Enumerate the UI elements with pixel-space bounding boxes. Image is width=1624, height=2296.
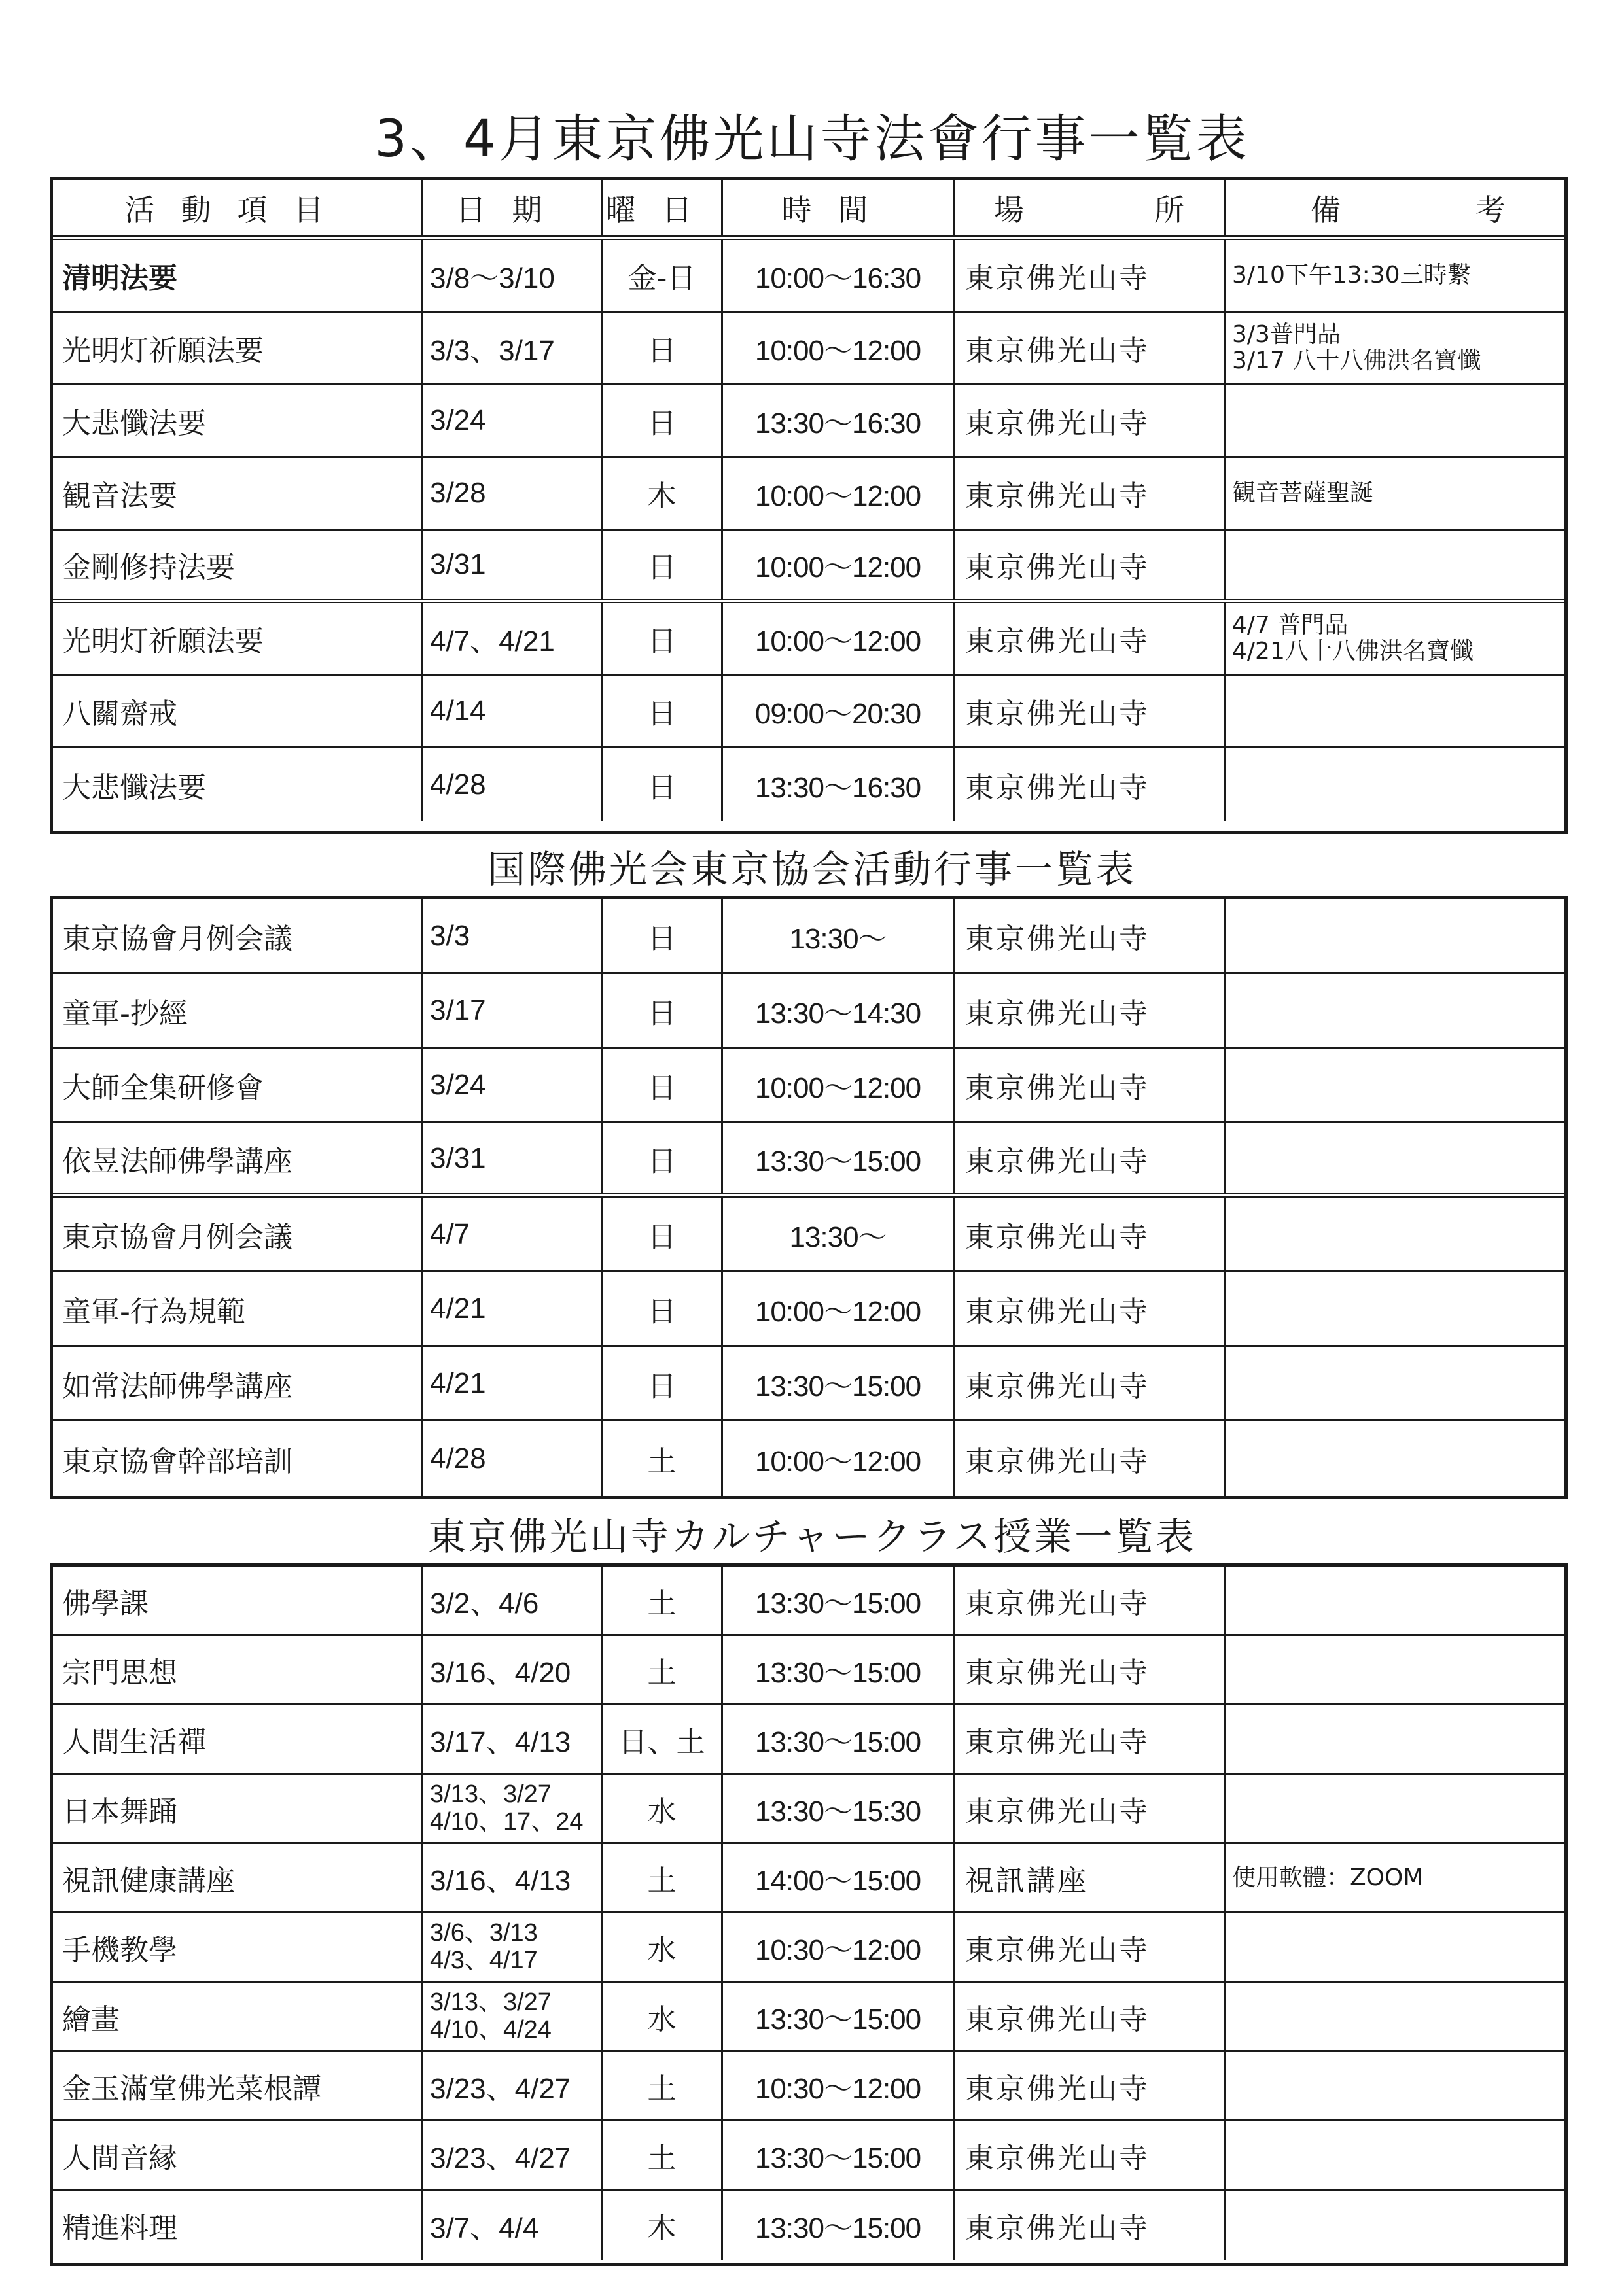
date-cell: 4/14 <box>423 676 603 746</box>
cell-line: 3/10下午13:30三時繋 <box>1232 262 1471 289</box>
weekday-cell: 水 <box>603 1775 723 1842</box>
time-cell: 13:30～15:00 <box>723 1636 955 1703</box>
time-cell: 13:30～ <box>723 899 955 972</box>
time-cell: 14:00～15:00 <box>723 1844 955 1911</box>
note-cell <box>1226 603 1564 674</box>
table-row <box>53 2191 1564 2260</box>
time-cell: 13:30～15:00 <box>723 2121 955 2189</box>
table-row <box>53 385 1564 458</box>
cell-line: 3/23、4/27 <box>430 2142 571 2174</box>
weekday-cell: 日 <box>603 531 723 599</box>
cell-line: 3/13、3/27 <box>430 1988 552 2016</box>
header-part: 所 <box>1154 192 1184 228</box>
header-date-cell: 日期 <box>423 180 603 235</box>
table-row <box>53 1421 1564 1496</box>
activity-cell: 観音法要 <box>53 458 423 529</box>
note-cell <box>1226 1775 1564 1842</box>
activity-cell: 宗門思想 <box>53 1636 423 1703</box>
note-cell <box>1226 676 1564 746</box>
cell-line: 使用軟體：ZOOM <box>1232 1864 1424 1891</box>
table-row <box>53 1913 1564 1983</box>
culture-class-section-title: 東京佛光山寺カルチャークラス授業一覧表 <box>427 1514 1197 1559</box>
table-row <box>53 2052 1564 2121</box>
cell-line: 観音菩薩聖誕 <box>1232 479 1374 507</box>
cell-line: 3/16、4/13 <box>430 1864 571 1897</box>
date-cell: 3/3、3/17 <box>423 313 603 383</box>
weekday-cell: 日 <box>603 603 723 674</box>
time-cell: 10:00～12:00 <box>723 531 955 599</box>
cell-line: 4/3、4/17 <box>430 1946 538 1974</box>
cell-line: 3/23、4/27 <box>430 2072 571 2105</box>
date-cell: 4/28 <box>423 748 603 821</box>
date-cell: 3/17 <box>423 974 603 1047</box>
time-cell: 13:30～ <box>723 1198 955 1270</box>
activity-cell: 繪畫 <box>53 1983 423 2050</box>
place-cell: 東京佛光山寺 <box>955 1775 1226 1842</box>
activity-cell: 視訊健康講座 <box>53 1844 423 1911</box>
association-section-title: 国際佛光会東京協会活動行事一覧表 <box>487 847 1137 892</box>
table-row <box>53 1567 1564 1636</box>
time-cell: 13:30～15:00 <box>723 1123 955 1193</box>
table-row <box>53 603 1564 676</box>
note-cell <box>1226 313 1564 383</box>
time-cell: 10:00～12:00 <box>723 313 955 383</box>
note-cell <box>1226 458 1564 529</box>
note-cell <box>1226 1844 1564 1911</box>
activity-cell: 金剛修持法要 <box>53 531 423 599</box>
weekday-cell: 日 <box>603 313 723 383</box>
table-row <box>53 313 1564 385</box>
header-activity-cell: 活動項目 <box>53 180 423 235</box>
place-cell: 東京佛光山寺 <box>955 1123 1226 1193</box>
activity-cell: 童軍-抄經 <box>53 974 423 1047</box>
cell-line: 4/7 普門品 <box>1232 612 1349 639</box>
place-cell: 東京佛光山寺 <box>955 2191 1226 2260</box>
activity-cell: 依昱法師佛學講座 <box>53 1123 423 1193</box>
weekday-cell: 金-日 <box>603 240 723 311</box>
date-cell: 3/24 <box>423 385 603 456</box>
place-cell: 東京佛光山寺 <box>955 1272 1226 1345</box>
note-cell <box>1226 1636 1564 1703</box>
date-cell <box>423 2121 603 2189</box>
date-cell <box>423 1636 603 1703</box>
time-cell: 10:00～12:00 <box>723 1049 955 1121</box>
place-cell: 東京佛光山寺 <box>955 1347 1226 1419</box>
activity-cell: 佛學課 <box>53 1567 423 1634</box>
note-cell <box>1226 2121 1564 2189</box>
weekday-cell: 日 <box>603 748 723 821</box>
weekday-cell: 土 <box>603 1636 723 1703</box>
page-title: 3、4月東京佛光山寺法會行事一覧表 <box>374 110 1250 169</box>
place-cell: 東京佛光山寺 <box>955 603 1226 674</box>
table-row <box>53 748 1564 821</box>
weekday-cell: 日 <box>603 385 723 456</box>
place-cell: 東京佛光山寺 <box>955 1049 1226 1121</box>
table-row <box>53 1844 1564 1913</box>
activity-cell: 八關齋戒 <box>53 676 423 746</box>
weekday-cell: 日 <box>603 1123 723 1193</box>
activity-cell: 東京協會月例会議 <box>53 1198 423 1270</box>
place-cell: 視訊講座 <box>955 1844 1226 1911</box>
place-cell: 東京佛光山寺 <box>955 676 1226 746</box>
place-cell: 東京佛光山寺 <box>955 899 1226 972</box>
time-cell: 10:00～12:00 <box>723 1272 955 1345</box>
header-note-cell <box>1226 180 1564 235</box>
time-cell: 13:30～15:00 <box>723 1983 955 2050</box>
note-cell <box>1226 1049 1564 1121</box>
weekday-cell: 日 <box>603 1347 723 1419</box>
time-cell: 13:30～16:30 <box>723 385 955 456</box>
date-cell <box>423 1705 603 1773</box>
date-cell <box>423 1844 603 1911</box>
time-cell: 10:00～16:30 <box>723 240 955 311</box>
table-row <box>53 458 1564 531</box>
table-header-row <box>53 180 1564 240</box>
activity-cell: 人間生活禪 <box>53 1705 423 1773</box>
note-cell <box>1226 1272 1564 1345</box>
date-cell <box>423 2052 603 2119</box>
activity-cell: 大悲懺法要 <box>53 385 423 456</box>
cell-line: 4/10、17、24 <box>430 1807 584 1835</box>
weekday-cell: 水 <box>603 1913 723 1981</box>
time-cell: 10:00～12:00 <box>723 1421 955 1496</box>
note-cell <box>1226 1421 1564 1496</box>
note-cell <box>1226 2052 1564 2119</box>
date-cell: 3/24 <box>423 1049 603 1121</box>
weekday-cell: 土 <box>603 2121 723 2189</box>
table-row <box>53 1198 1564 1272</box>
table-row <box>53 1983 1564 2052</box>
note-cell <box>1226 1347 1564 1419</box>
time-cell: 13:30～16:30 <box>723 748 955 821</box>
header-weekday-cell: 曜日 <box>603 180 723 235</box>
note-cell <box>1226 1567 1564 1634</box>
weekday-cell: 土 <box>603 1844 723 1911</box>
cell-line: 3/3普門品 <box>1232 321 1341 349</box>
table-row <box>53 531 1564 603</box>
note-cell <box>1226 1913 1564 1981</box>
table-row <box>53 1347 1564 1421</box>
date-cell: 4/28 <box>423 1421 603 1496</box>
weekday-cell: 日 <box>603 676 723 746</box>
note-cell <box>1226 2191 1564 2260</box>
activity-cell: 金玉滿堂佛光菜根譚 <box>53 2052 423 2119</box>
activity-cell: 如常法師佛學講座 <box>53 1347 423 1419</box>
table-row <box>53 1049 1564 1123</box>
date-cell: 3/8～3/10 <box>423 240 603 311</box>
cell-line: 3/16、4/20 <box>430 1656 571 1689</box>
table-row <box>53 2121 1564 2191</box>
time-cell: 10:30～12:00 <box>723 1913 955 1981</box>
time-cell: 13:30～15:00 <box>723 2191 955 2260</box>
header-part: 場 <box>994 192 1024 228</box>
time-cell: 13:30～15:30 <box>723 1775 955 1842</box>
table-row <box>53 1775 1564 1844</box>
note-cell <box>1226 385 1564 456</box>
date-cell: 3/31 <box>423 1123 603 1193</box>
weekday-cell: 日 <box>603 899 723 972</box>
note-cell <box>1226 1705 1564 1773</box>
weekday-cell: 木 <box>603 458 723 529</box>
time-cell: 13:30～14:30 <box>723 974 955 1047</box>
weekday-cell: 土 <box>603 1421 723 1496</box>
table-row <box>53 676 1564 748</box>
date-cell <box>423 1775 603 1842</box>
activity-cell: 人間音縁 <box>53 2121 423 2189</box>
table-row <box>53 1123 1564 1198</box>
header-place-cell <box>955 180 1226 235</box>
culture-class-table <box>50 1563 1568 2266</box>
note-cell <box>1226 1198 1564 1270</box>
weekday-cell: 日、土 <box>603 1705 723 1773</box>
note-cell <box>1226 1123 1564 1193</box>
activity-cell: 東京協會幹部培訓 <box>53 1421 423 1496</box>
time-cell: 09:00～20:30 <box>723 676 955 746</box>
weekday-cell: 水 <box>603 1983 723 2050</box>
place-cell: 東京佛光山寺 <box>955 748 1226 821</box>
cell-line: 3/6、3/13 <box>430 1919 538 1947</box>
note-cell <box>1226 899 1564 972</box>
cell-line: 4/21八十八佛洪名寶懺 <box>1232 638 1474 665</box>
table-row <box>53 240 1564 313</box>
place-cell: 東京佛光山寺 <box>955 1705 1226 1773</box>
place-cell: 東京佛光山寺 <box>955 1421 1226 1496</box>
activity-cell: 手機教學 <box>53 1913 423 1981</box>
time-cell: 13:30～15:00 <box>723 1347 955 1419</box>
date-cell: 4/21 <box>423 1347 603 1419</box>
note-cell <box>1226 748 1564 821</box>
note-cell <box>1226 1983 1564 2050</box>
place-cell: 東京佛光山寺 <box>955 1913 1226 1981</box>
place-cell: 東京佛光山寺 <box>955 974 1226 1047</box>
time-cell: 10:00～12:00 <box>723 603 955 674</box>
weekday-cell: 日 <box>603 1272 723 1345</box>
place-cell: 東京佛光山寺 <box>955 458 1226 529</box>
activity-cell: 光明灯祈願法要 <box>53 313 423 383</box>
temple-events-table <box>50 177 1568 834</box>
place-cell: 東京佛光山寺 <box>955 1983 1226 2050</box>
table-row <box>53 1705 1564 1775</box>
header-part: 備 <box>1311 192 1341 228</box>
activity-cell: 東京協會月例会議 <box>53 899 423 972</box>
cell-line: 3/13、3/27 <box>430 1780 552 1808</box>
date-cell <box>423 1983 603 2050</box>
date-cell <box>423 1913 603 1981</box>
place-cell: 東京佛光山寺 <box>955 240 1226 311</box>
weekday-cell: 土 <box>603 2052 723 2119</box>
date-cell: 4/7、4/21 <box>423 603 603 674</box>
place-cell: 東京佛光山寺 <box>955 1567 1226 1634</box>
activity-cell: 清明法要 <box>53 240 423 311</box>
activity-cell: 精進料理 <box>53 2191 423 2260</box>
place-cell: 東京佛光山寺 <box>955 2052 1226 2119</box>
note-cell <box>1226 531 1564 599</box>
date-cell: 4/21 <box>423 1272 603 1345</box>
header-time-cell: 時間 <box>723 180 955 235</box>
cell-line: 3/17 八十八佛洪名寶懺 <box>1232 347 1481 374</box>
date-cell <box>423 2191 603 2260</box>
place-cell: 東京佛光山寺 <box>955 385 1226 456</box>
place-cell: 東京佛光山寺 <box>955 313 1226 383</box>
cell-line: 3/17、4/13 <box>430 1726 571 1758</box>
activity-cell: 童軍-行為規範 <box>53 1272 423 1345</box>
place-cell: 東京佛光山寺 <box>955 1636 1226 1703</box>
cell-line: 3/2、4/6 <box>430 1587 539 1620</box>
date-cell: 3/3 <box>423 899 603 972</box>
table-row <box>53 1636 1564 1705</box>
weekday-cell: 日 <box>603 974 723 1047</box>
activity-cell: 日本舞踊 <box>53 1775 423 1842</box>
table-row <box>53 1272 1564 1347</box>
date-cell: 3/31 <box>423 531 603 599</box>
weekday-cell: 土 <box>603 1567 723 1634</box>
date-cell <box>423 1567 603 1634</box>
weekday-cell: 木 <box>603 2191 723 2260</box>
association-events-table <box>50 896 1568 1499</box>
place-cell: 東京佛光山寺 <box>955 1198 1226 1270</box>
place-cell: 東京佛光山寺 <box>955 531 1226 599</box>
header-part: 考 <box>1475 192 1506 228</box>
note-cell <box>1226 240 1564 311</box>
time-cell: 10:30～12:00 <box>723 2052 955 2119</box>
time-cell: 13:30～15:00 <box>723 1567 955 1634</box>
activity-cell: 大師全集研修會 <box>53 1049 423 1121</box>
activity-cell: 光明灯祈願法要 <box>53 603 423 674</box>
date-cell: 3/28 <box>423 458 603 529</box>
time-cell: 13:30～15:00 <box>723 1705 955 1773</box>
date-cell: 4/7 <box>423 1198 603 1270</box>
table-row <box>53 974 1564 1049</box>
weekday-cell: 日 <box>603 1049 723 1121</box>
weekday-cell: 日 <box>603 1198 723 1270</box>
time-cell: 10:00～12:00 <box>723 458 955 529</box>
note-cell <box>1226 974 1564 1047</box>
place-cell: 東京佛光山寺 <box>955 2121 1226 2189</box>
cell-line: 3/7、4/4 <box>430 2212 539 2244</box>
activity-cell: 大悲懺法要 <box>53 748 423 821</box>
table-row <box>53 899 1564 974</box>
cell-line: 4/10、4/24 <box>430 2015 552 2044</box>
